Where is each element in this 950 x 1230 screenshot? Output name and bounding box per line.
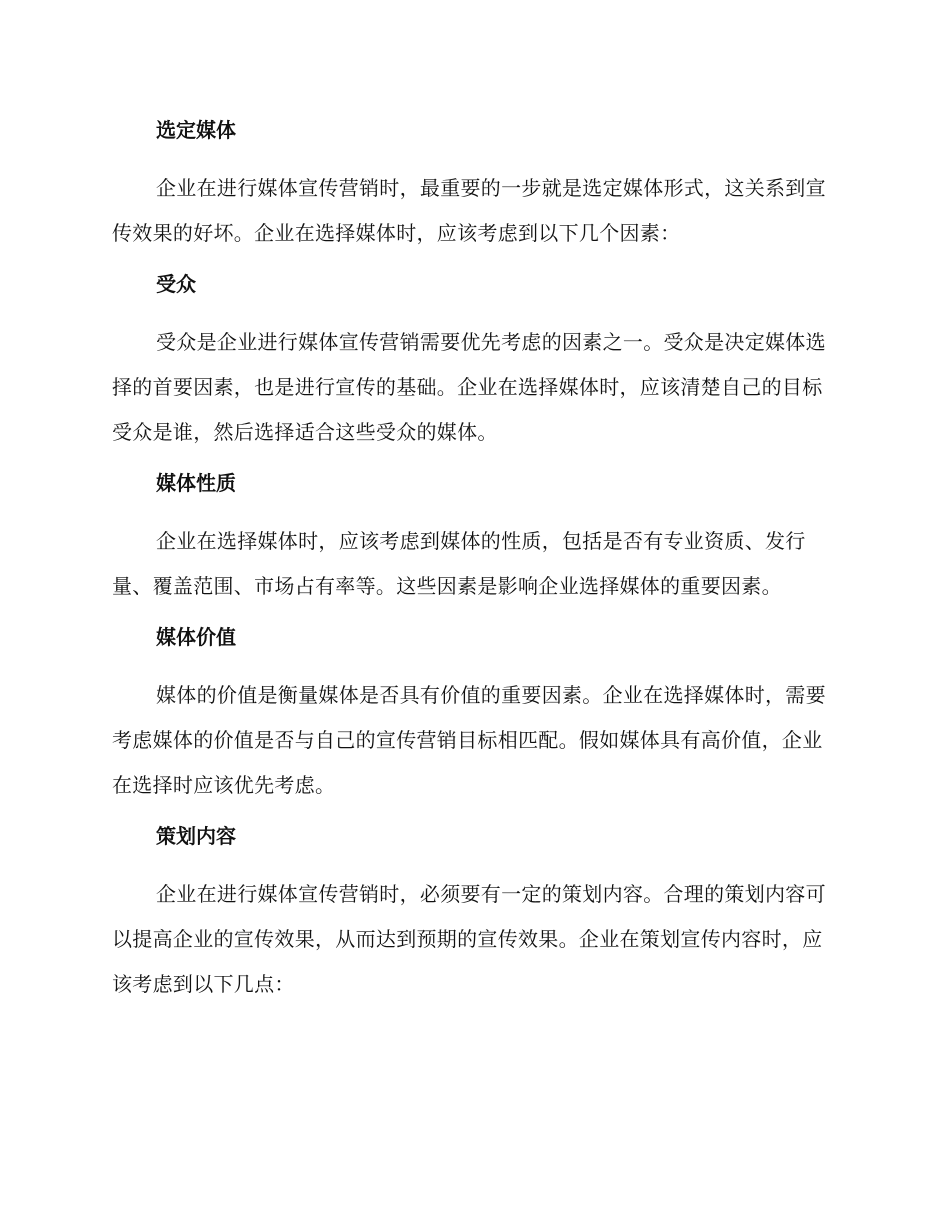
section-heading-planning-content: 策划内容	[156, 824, 236, 848]
section-paragraph-planning-content: 企业在进行媒体宣传营销时，必须要有一定的策划内容。合理的策划内容可以提高企业的宣传效果，从而达到预期的宣传效果。企业在策划宣传内容时，应该考虑到以下几点：	[112, 882, 826, 996]
section-paragraph-audience: 受众是企业进行媒体宣传营销需要优先考虑的因素之一。受众是决定媒体选择的首要因素，也是进行宣传的基础。企业在选择媒体时，应该清楚自己的目标受众是谁，然后选择适合这些受众的媒体。	[112, 330, 826, 444]
section-heading-media-value: 媒体价值	[156, 625, 236, 649]
section-paragraph-media-nature: 企业在选择媒体时，应该考虑到媒体的性质，包括是否有专业资质、发行量、覆盖范围、市场占有率等。这些因素是影响企业选择媒体的重要因素。	[112, 529, 806, 598]
section-paragraph-select-media: 企业在进行媒体宣传营销时，最重要的一步就是选定媒体形式，这关系到宣传效果的好坏。企业在选择媒体时，应该考虑到以下几个因素：	[112, 176, 826, 245]
document-body	[112, 112, 834, 1007]
section-heading-select-media: 选定媒体	[156, 118, 236, 142]
section-heading-audience: 受众	[156, 272, 196, 296]
section-heading-media-nature: 媒体性质	[156, 471, 236, 495]
section-paragraph-media-value: 媒体的价值是衡量媒体是否具有价值的重要因素。企业在选择媒体时，需要考虑媒体的价值是否与自己的宣传营销目标相匹配。假如媒体具有高价值，企业在选择时应该优先考虑。	[112, 683, 826, 797]
